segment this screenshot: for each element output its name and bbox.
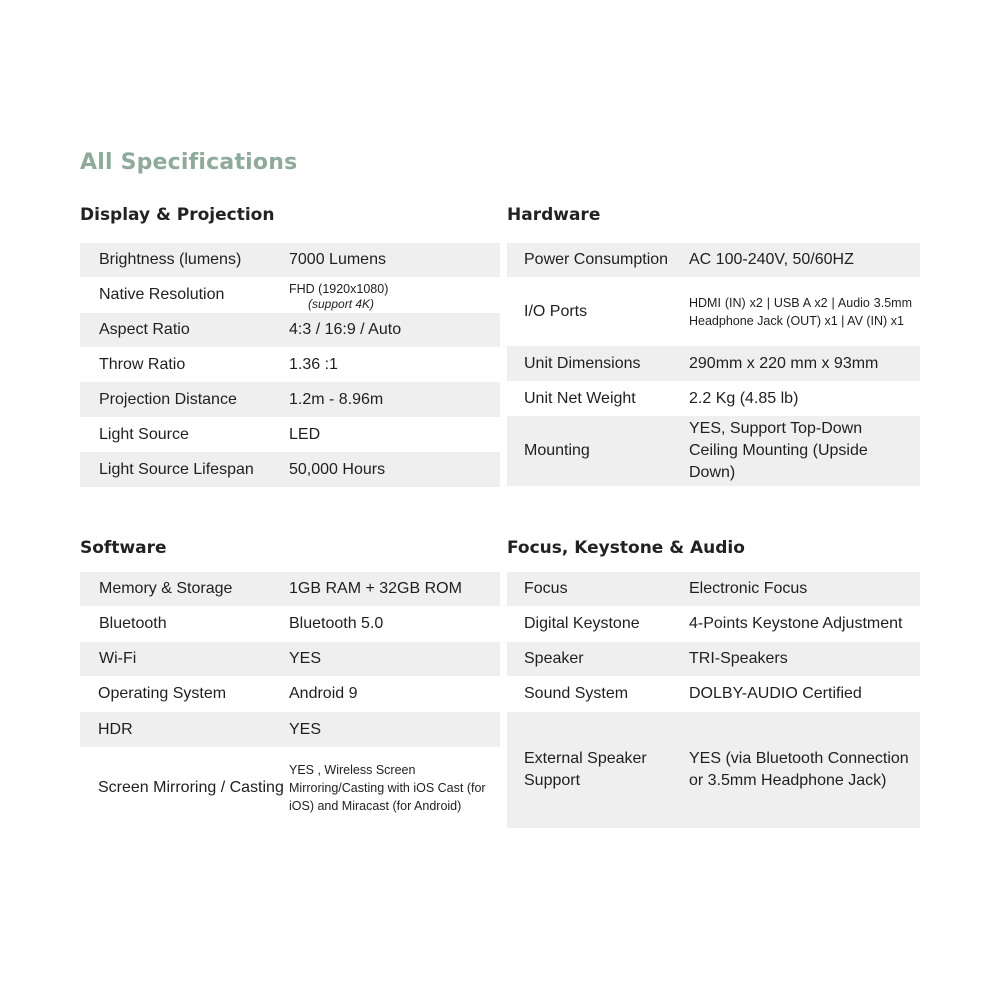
table-row	[80, 606, 500, 642]
spec-label: Digital Keystone	[524, 615, 640, 632]
spec-label: Speaker	[524, 650, 584, 667]
spec-label: External Speaker Support	[524, 750, 647, 789]
spec-value: 1GB RAM + 32GB ROM	[289, 580, 462, 597]
spec-label: Wi-Fi	[99, 650, 137, 667]
spec-label: Focus	[524, 580, 568, 597]
spec-label: Power Consumption	[524, 251, 669, 268]
spec-label: Native Resolution	[99, 286, 225, 303]
table-row	[507, 346, 920, 381]
spec-value: Electronic Focus	[689, 580, 808, 597]
section-title-focus: Focus, Keystone & Audio	[507, 538, 745, 558]
spec-label: Sound System	[524, 685, 629, 702]
spec-value-sub: (support 4K)	[308, 296, 375, 311]
table-row	[507, 243, 920, 277]
table-row	[507, 416, 920, 486]
table-row	[507, 277, 920, 346]
table-row	[507, 572, 920, 606]
spec-label: Unit Dimensions	[524, 354, 641, 372]
spec-value: LED	[289, 425, 321, 443]
spec-label: Mounting	[524, 442, 590, 459]
spec-label: Operating System	[98, 685, 227, 702]
spec-value: YES	[289, 650, 322, 667]
table-row	[507, 381, 920, 416]
spec-value: Android 9	[289, 685, 358, 702]
table-row	[80, 243, 500, 277]
spec-label: HDR	[98, 720, 133, 738]
hardware-section	[507, 203, 920, 481]
spec-value: 1.2m - 8.96m	[289, 390, 384, 408]
spec-value: 2.2 Kg (4.85 lb)	[689, 389, 799, 407]
table-row	[80, 712, 500, 747]
spec-value: YES (via Bluetooth Connection or 3.5mm Headphone Jack)	[689, 750, 909, 789]
spec-label: Unit Net Weight	[524, 389, 636, 407]
spec-label: Bluetooth	[99, 615, 167, 632]
table-row	[507, 712, 920, 828]
table-row	[80, 277, 500, 313]
section-title-software: Software	[80, 538, 167, 558]
table-row	[80, 347, 500, 382]
spec-label: I/O Ports	[524, 302, 588, 320]
display-projection-section	[80, 203, 500, 478]
table-row	[507, 606, 920, 642]
spec-value: AC 100-240V, 50/60HZ	[689, 251, 854, 268]
spec-value: YES , Wireless Screen Mirroring/Casting with iOS Cast (for iOS) and Miracast (for Android)	[289, 763, 486, 813]
spec-value: 50,000 Hours	[289, 460, 386, 478]
software-table	[80, 572, 500, 829]
spec-label: Memory & Storage	[99, 580, 233, 597]
spec-value: 7000 Lumens	[289, 251, 386, 268]
spec-value: Bluetooth 5.0	[289, 615, 384, 632]
spec-label: Light Source Lifespan	[99, 460, 254, 478]
table-row	[80, 642, 500, 676]
spec-value: 4-Points Keystone Adjustment	[689, 615, 903, 632]
spec-value: 4:3 / 16:9 / Auto	[289, 321, 402, 338]
spec-value: HDMI (IN) x2 | USB A x2 | Audio 3.5mm Headphone Jack (OUT) x1 | AV (IN) x1	[689, 295, 912, 328]
focus-table	[507, 572, 920, 828]
table-row	[80, 452, 500, 487]
focus-keystone-audio-section	[507, 536, 920, 789]
spec-label: Throw Ratio	[99, 355, 186, 373]
table-row	[80, 417, 500, 452]
spec-value: YES	[289, 720, 322, 738]
spec-label: Aspect Ratio	[99, 321, 190, 338]
table-row	[80, 382, 500, 417]
spec-label: Projection Distance	[99, 390, 237, 408]
spec-value: TRI-Speakers	[689, 650, 788, 667]
spec-value	[289, 280, 500, 311]
spec-value: 290mm x 220 mm x 93mm	[689, 354, 879, 372]
section-title-hardware: Hardware	[507, 205, 601, 225]
section-title-display: Display & Projection	[80, 205, 275, 225]
spec-label: Brightness (lumens)	[99, 251, 242, 268]
table-row	[80, 572, 500, 606]
software-section	[80, 536, 500, 813]
spec-label: Light Source	[99, 425, 189, 443]
display-table	[80, 243, 500, 487]
table-row	[80, 313, 500, 347]
spec-value: DOLBY-AUDIO Certified	[689, 685, 862, 702]
page-title: All Specifications	[80, 150, 298, 175]
spec-value-main: FHD (1920x1080)	[289, 281, 389, 296]
table-row	[507, 676, 920, 712]
table-row	[507, 642, 920, 676]
table-row	[80, 747, 500, 829]
table-row	[80, 676, 500, 712]
spec-value: 1.36 :1	[289, 355, 338, 373]
spec-value: YES, Support Top-Down Ceiling Mounting (Upside Down)	[689, 420, 868, 481]
spec-label: Screen Mirroring / Casting	[98, 779, 284, 796]
hardware-table	[507, 243, 920, 486]
